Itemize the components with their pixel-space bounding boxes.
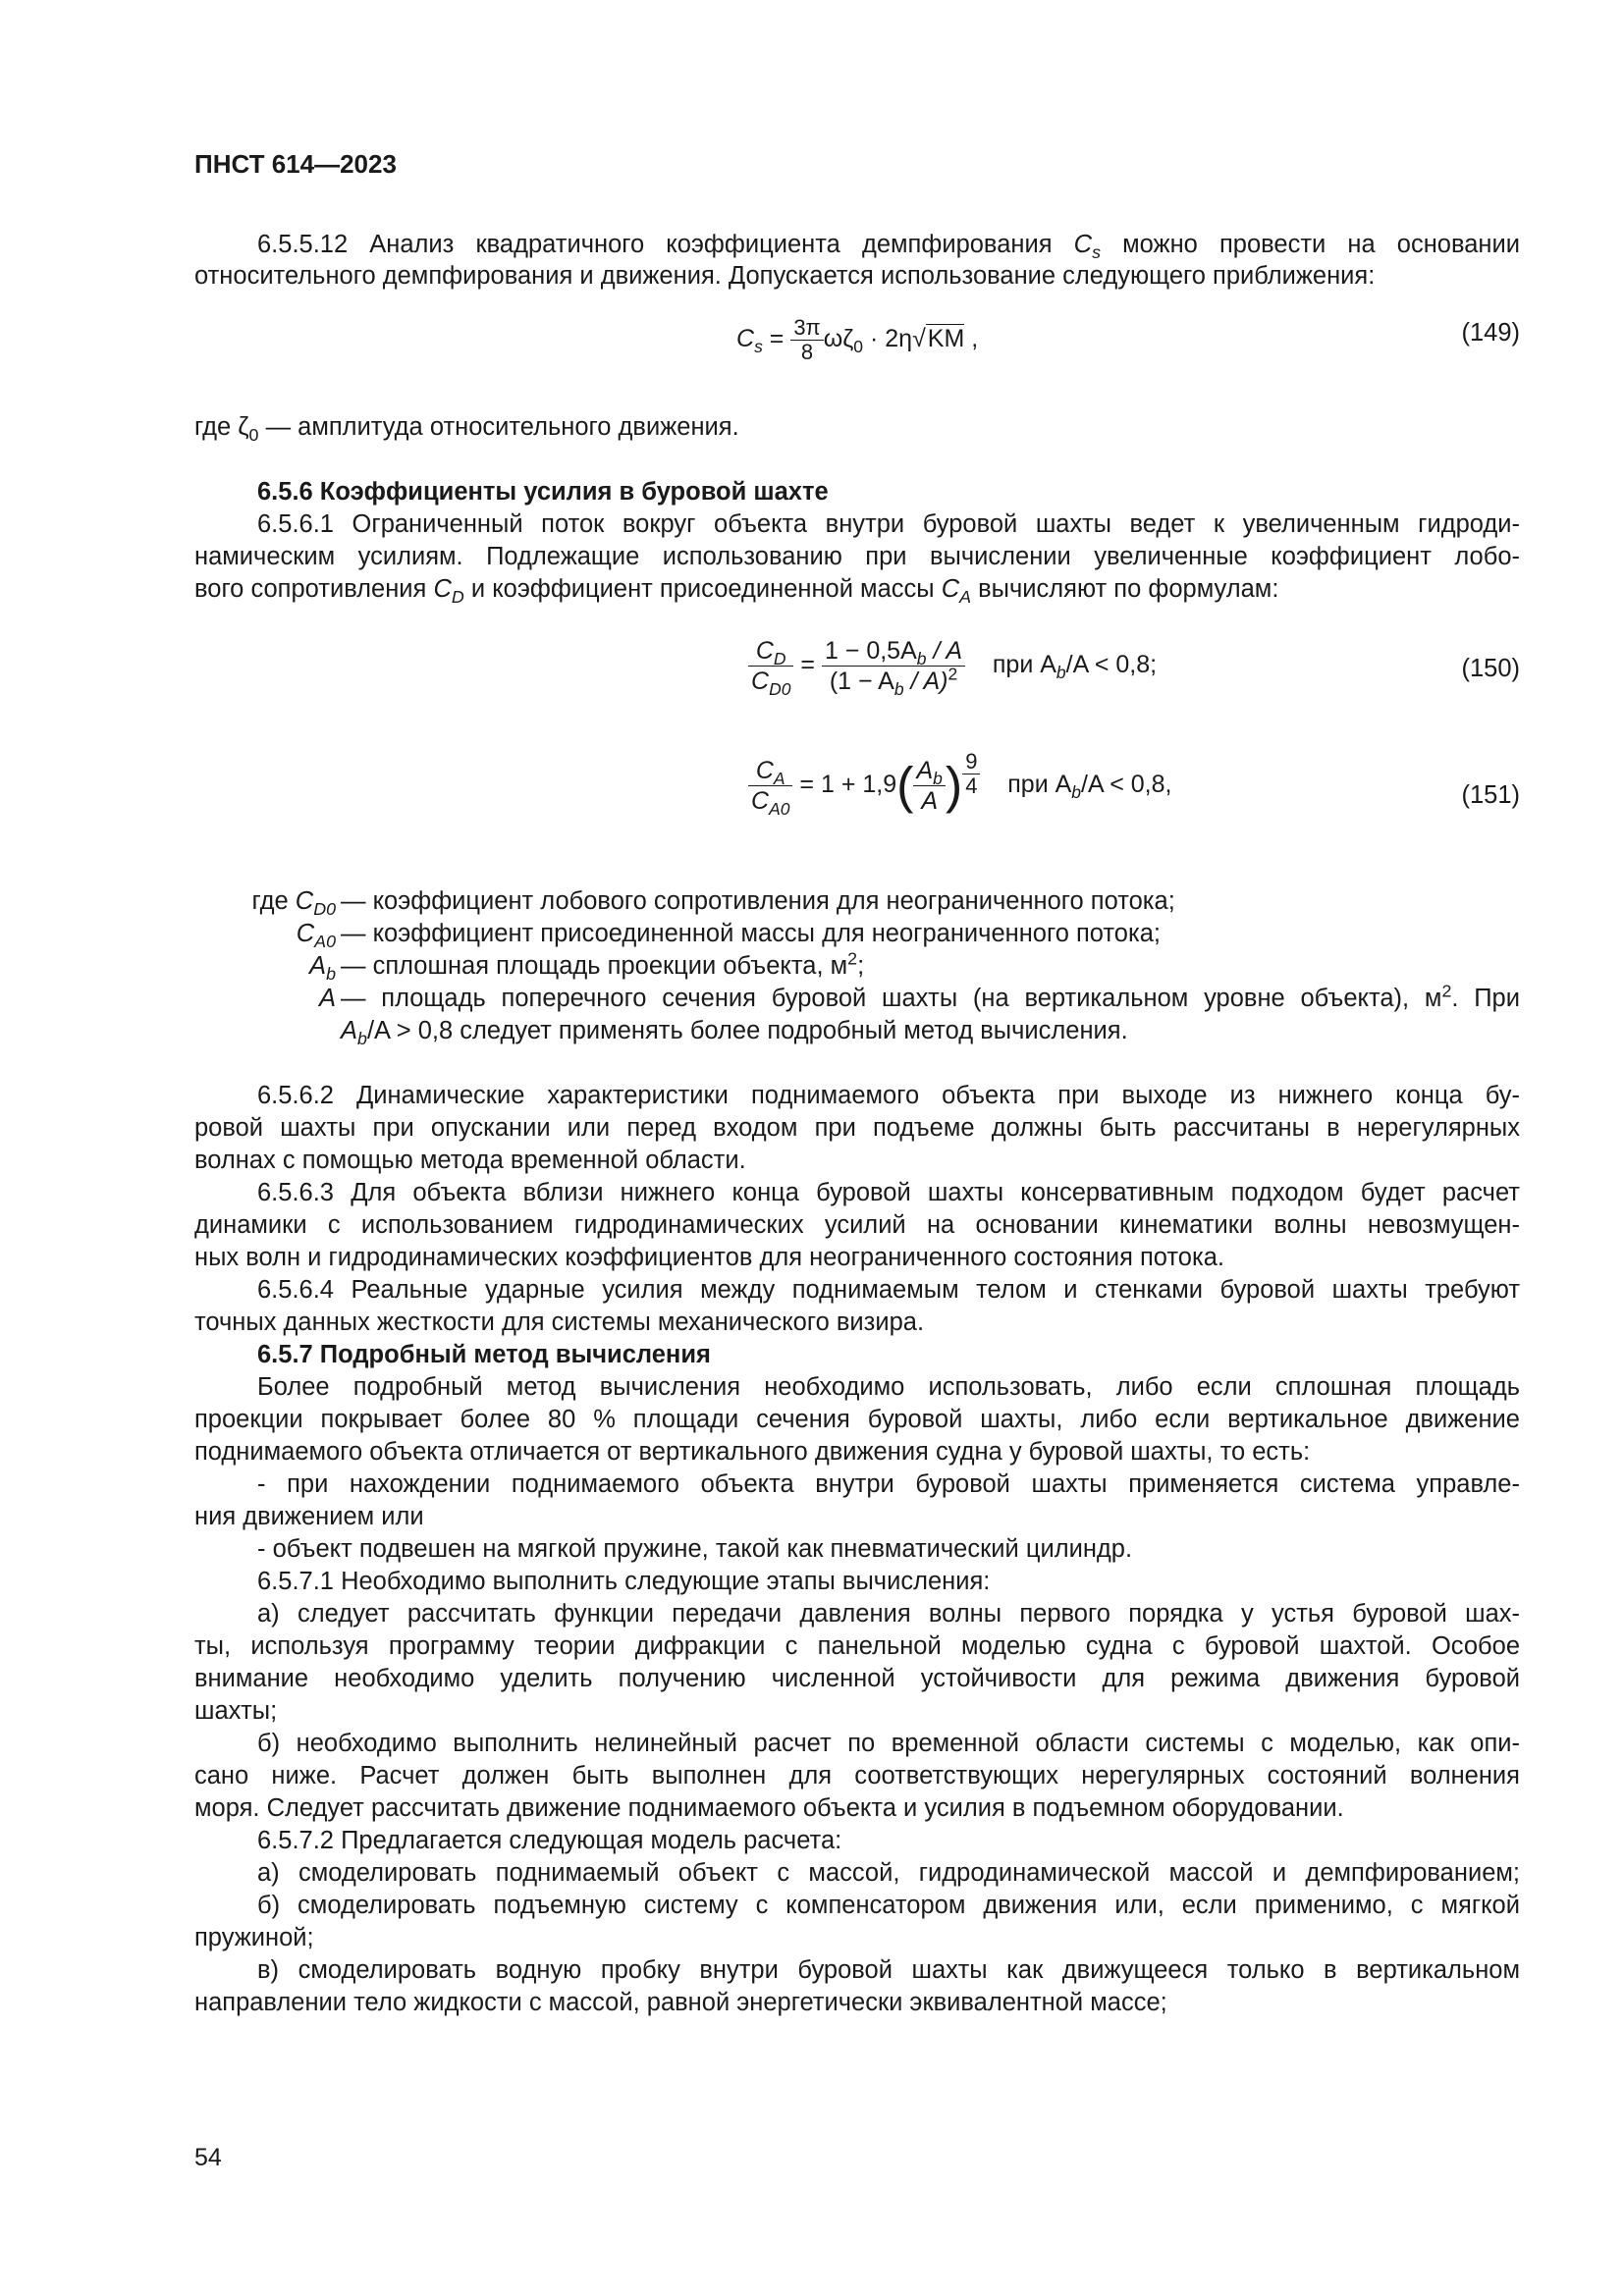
paragraph-line: вого сопротивления $C_D$ и коэффициент присоединенной массы $C_A$ вычисляют по формулам: (194, 575, 1279, 608)
fraction: $\frac{3\pi}{8}$ (790, 316, 823, 364)
list-item: моря. Следует рассчитать движение поднимаемого объекта и усилия в подъемном оборудовании. (194, 1794, 1344, 1822)
list-item: - объект подвешен на мягкой пружине, такой как пневматический цилиндр. (257, 1535, 1133, 1563)
list-item: в) смоделировать водную пробку внутри буровой шахты как движущееся только в вертикальном (257, 1956, 1520, 1984)
paragraph-line: 6.5.6.1 Ограниченный поток вокруг объекта внутри буровой шахты ведет к увеличенным гидроди- (257, 510, 1520, 538)
fraction: $\frac{C_D}{C_{D0}}$ (748, 636, 793, 696)
paragraph-line: ных волн и гидродинамических коэффициентов для неограниченного состояния потока. (194, 1244, 1224, 1271)
equation-number: (151) (1461, 781, 1520, 809)
list-item: сано ниже. Расчет должен быть выполнен для соответствующих нерегулярных состояний волнения (194, 1762, 1520, 1789)
list-item: внимание необходимо уделить получению численной устойчивости для режима движения буровой (194, 1665, 1520, 1692)
section-heading: 6.5.7 Подробный метод вычисления (257, 1341, 711, 1368)
list-item: - при нахождении поднимаемого объекта внутри буровой шахты применяется система управле- (257, 1470, 1520, 1498)
formula-149: $C_s$ = $\frac{3\pi}{8}$ $\omega\zeta_0 \cdot 2\eta√KM$ , (736, 315, 979, 364)
paragraph-line: относительного демпфирования и движения. Допускается использование следующего приближения: (194, 262, 1376, 290)
list-item: пружиной; (194, 1924, 314, 1951)
paragraph-line: Более подробный метод вычисления необходимо использовать, либо если сплошная площадь (257, 1373, 1520, 1401)
left-paren: ( (896, 757, 914, 815)
exponent-fraction: $\frac{9}{4}$ (962, 750, 980, 798)
legend-key: $C_{A0}$ (296, 920, 336, 952)
paragraph-line: 6.5.7.2 Предлагается следующая модель расчета: (257, 1827, 842, 1854)
list-item: ты, используя программу теории дифракции с панельной моделью судна с буровой шахтой. Особое (194, 1632, 1520, 1660)
equation-number: (149) (1461, 319, 1520, 347)
paragraph-line: волнах с помощью метода временной области. (194, 1147, 746, 1174)
paragraph-line: проекции покрывает более 80 % площади сечения буровой шахты, либо если вертикальное движение (194, 1406, 1520, 1433)
legend-text: — сплошная площадь проекции объекта, $м^2$; (341, 948, 865, 980)
document-header: ПНСТ 614—2023 (194, 149, 397, 179)
legend-key: A (318, 985, 336, 1012)
page-number: 54 (194, 2144, 222, 2171)
legend-text: — коэффициент присоединенной массы для неограниченного потока; (341, 920, 1161, 947)
equation-number: (150) (1461, 655, 1520, 682)
fraction: $\frac{1 - 0,5A_b / A}{(1 - A_b / A)^2}$ (822, 636, 965, 696)
list-item: ния движением или (194, 1503, 424, 1530)
paragraph-line: поднимаемого объекта отличается от вертикального движения судна у буровой шахты, то есть: (194, 1438, 1311, 1466)
list-item: шахты; (194, 1697, 278, 1725)
fraction: $\frac{C_A}{C_{A0}}$ (748, 756, 792, 816)
list-item: направлении тело жидкости с массой, равной энергетически эквивалентной массе; (194, 1989, 1167, 2016)
formula-151: $\frac{C_A}{C_{A0}}$ = 1 + 1,9( $\frac{A_b}{A}$ ) $\frac{9}{4}$ при $A_b/A < 0,8$, (748, 756, 1171, 816)
formula-150: $\frac{C_D}{C_{D0}}$ = $\frac{1 - 0,5A_b / A}{(1 - A_b / A)^2}$ при $A_b/A < 0,8$; (748, 636, 1157, 696)
paragraph-line: ровой шахты при опускании или перед входом при подъеме должны быть рассчитаны в нерегулярных (194, 1114, 1520, 1142)
paragraph-line: 6.5.5.12 Анализ квадратичного коэффициента демпфирования $C_s$ можно провести на основании (257, 231, 1520, 263)
legend-text: — коэффициент лобового сопротивления для неограниченного потока; (341, 887, 1175, 915)
legend-text: — площадь поперечного сечения буровой шахты (на вертикальном уровне объекта), $м^2$. При (341, 981, 1520, 1012)
legend-key: $A_b$ (309, 952, 336, 985)
right-paren: ) (945, 757, 963, 815)
list-item: б) необходимо выполнить нелинейный расчет по временной области системы с моделью, как опи- (257, 1730, 1520, 1757)
paragraph-line: 6.5.6.2 Динамические характеристики поднимаемого объекта при выходе из нижнего конца бу- (257, 1082, 1520, 1109)
paragraph-line: намическим усилиям. Подлежащие использованию при вычислении увеличенные коэффициент лобо- (194, 543, 1520, 570)
legend-key: где $C_{D0}$ (251, 887, 336, 920)
paragraph-line: 6.5.6.4 Реальные ударные усилия между поднимаемым телом и стенками буровой шахты требуют (257, 1276, 1520, 1304)
fraction: $\frac{A_b}{A}$ (913, 756, 945, 816)
list-item: б) смоделировать подъемную систему с компенсатором движения или, если применимо, с мягкой (257, 1892, 1520, 1919)
legend-text: $A_b/A > 0,8$ следует применять более подробный метод вычисления. (341, 1017, 1128, 1049)
paragraph-line: динамики с использованием гидродинамических усилий на основании кинематики волны невозмущен- (194, 1211, 1520, 1239)
list-item: а) следует рассчитать функции передачи давления волны первого порядка у устья буровой шах- (257, 1600, 1520, 1628)
paragraph-line: 6.5.6.3 Для объекта вблизи нижнего конца буровой шахты консервативным подходом будет расчет (257, 1179, 1520, 1206)
paragraph-line: точных данных жесткости для системы механического визира. (194, 1308, 925, 1336)
list-item: а) смоделировать поднимаемый объект с массой, гидродинамической массой и демпфированием; (257, 1859, 1520, 1887)
paragraph-line: 6.5.7.1 Необходимо выполнить следующие этапы вычисления: (257, 1568, 991, 1595)
section-heading: 6.5.6 Коэффициенты усилия в буровой шахте (257, 478, 829, 506)
where-zeta: где $\zeta_0$ — амплитуда относительного движения. (194, 413, 739, 446)
